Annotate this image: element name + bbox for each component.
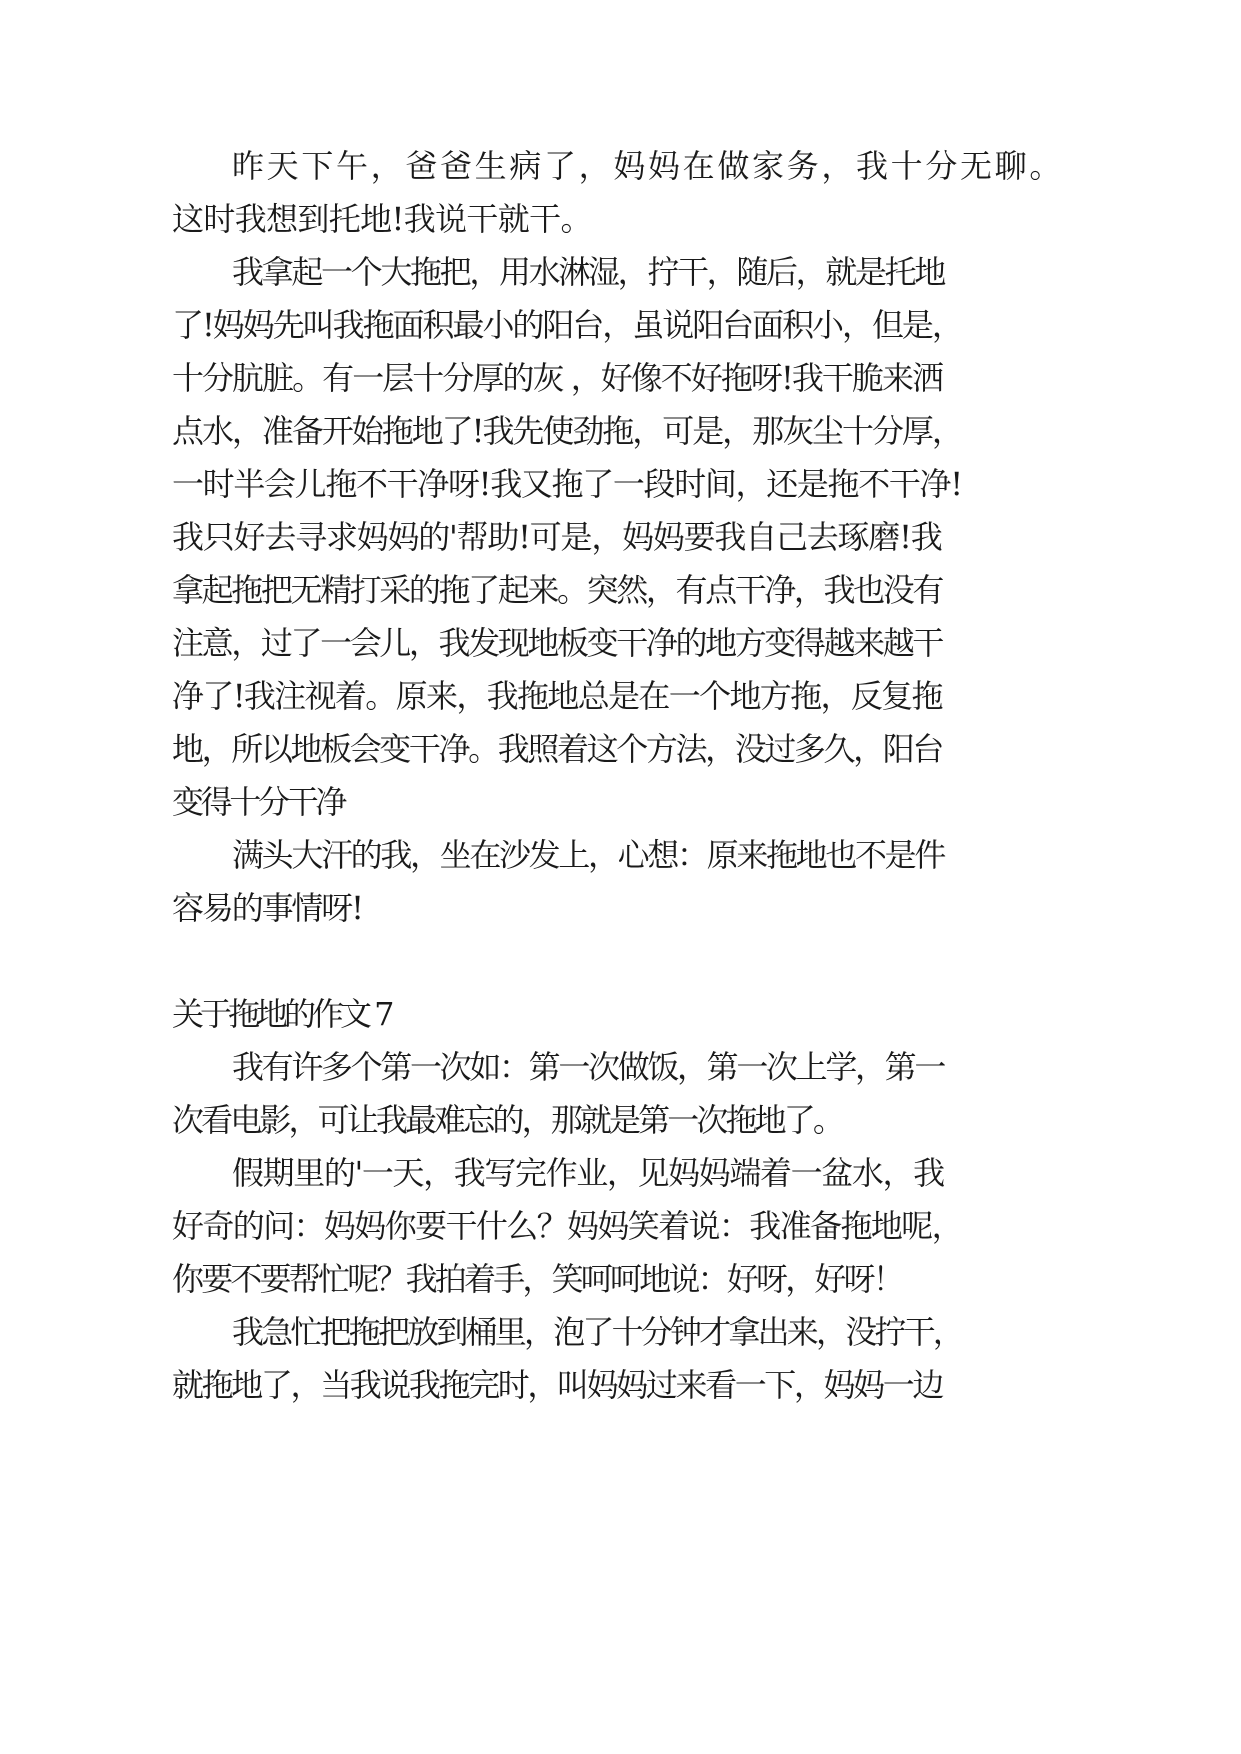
text-line: 拿起拖把无精打采的拖了起来。突然，有点干净，我也没有 <box>172 571 943 609</box>
text-line: 好奇的问：妈妈你要干什么？妈妈笑着说：我准备拖地呢， <box>172 1207 963 1245</box>
text-line: 满头大汗的我，坐在沙发上，心想：原来拖地也不是件 <box>232 836 945 874</box>
text-line: 点水，准备开始拖地了!我先使劲拖，可是，那灰尘十分厚， <box>172 412 962 450</box>
text-line: 净了!我注视着。原来，我拖地总是在一个地方拖，反复拖 <box>172 677 942 715</box>
text-line: 我有许多个第一次如：第一次做饭，第一次上学，第一 <box>232 1048 945 1086</box>
section-heading: 关于拖地的作文 7 <box>172 995 391 1033</box>
text-line: 我只好去寻求妈妈的'帮助!可是，妈妈要我自己去琢磨!我 <box>172 518 942 556</box>
text-line: 注意，过了一会儿，我发现地板变干净的地方变得越来越干 <box>172 624 943 662</box>
text-line: 一时半会儿拖不干净呀!我又拖了一段时间，还是拖不干净! <box>172 465 962 503</box>
text-line: 假期里的'一天，我写完作业，见妈妈端着一盆水，我 <box>232 1154 944 1192</box>
text-line: 变得十分干净 <box>172 783 345 821</box>
text-line: 我拿起一个大拖把，用水淋湿，拧干，随后，就是托地 <box>232 253 945 291</box>
text-line: 次看电影，可让我最难忘的，那就是第一次拖地了。 <box>172 1101 843 1139</box>
text-line: 十分肮脏。有一层十分厚的灰 ，好像不好拖呀!我干脆来洒 <box>172 359 943 397</box>
text-line: 就拖地了，当我说我拖完时，叫妈妈过来看一下，妈妈一边 <box>172 1366 943 1404</box>
text-line: 容易的事情呀! <box>172 889 362 927</box>
text-line: 了!妈妈先叫我拖面积最小的阳台，虽说阳台面积小，但是， <box>172 306 962 344</box>
text-line: 我急忙把拖把放到桶里，泡了十分钟才拿出来，没拧干， <box>232 1313 963 1351</box>
text-line: 你要不要帮忙呢？我拍着手，笑呵呵地说：好呀，好呀！ <box>172 1260 903 1298</box>
text-line: 地，所以地板会变干净。我照着这个方法，没过多久，阳台 <box>172 730 943 768</box>
text-line: 昨天下午，爸爸生病了，妈妈在做家务，我十分无聊。 <box>232 147 1065 185</box>
text-line: 这时我想到托地!我说干就干。 <box>172 200 592 238</box>
